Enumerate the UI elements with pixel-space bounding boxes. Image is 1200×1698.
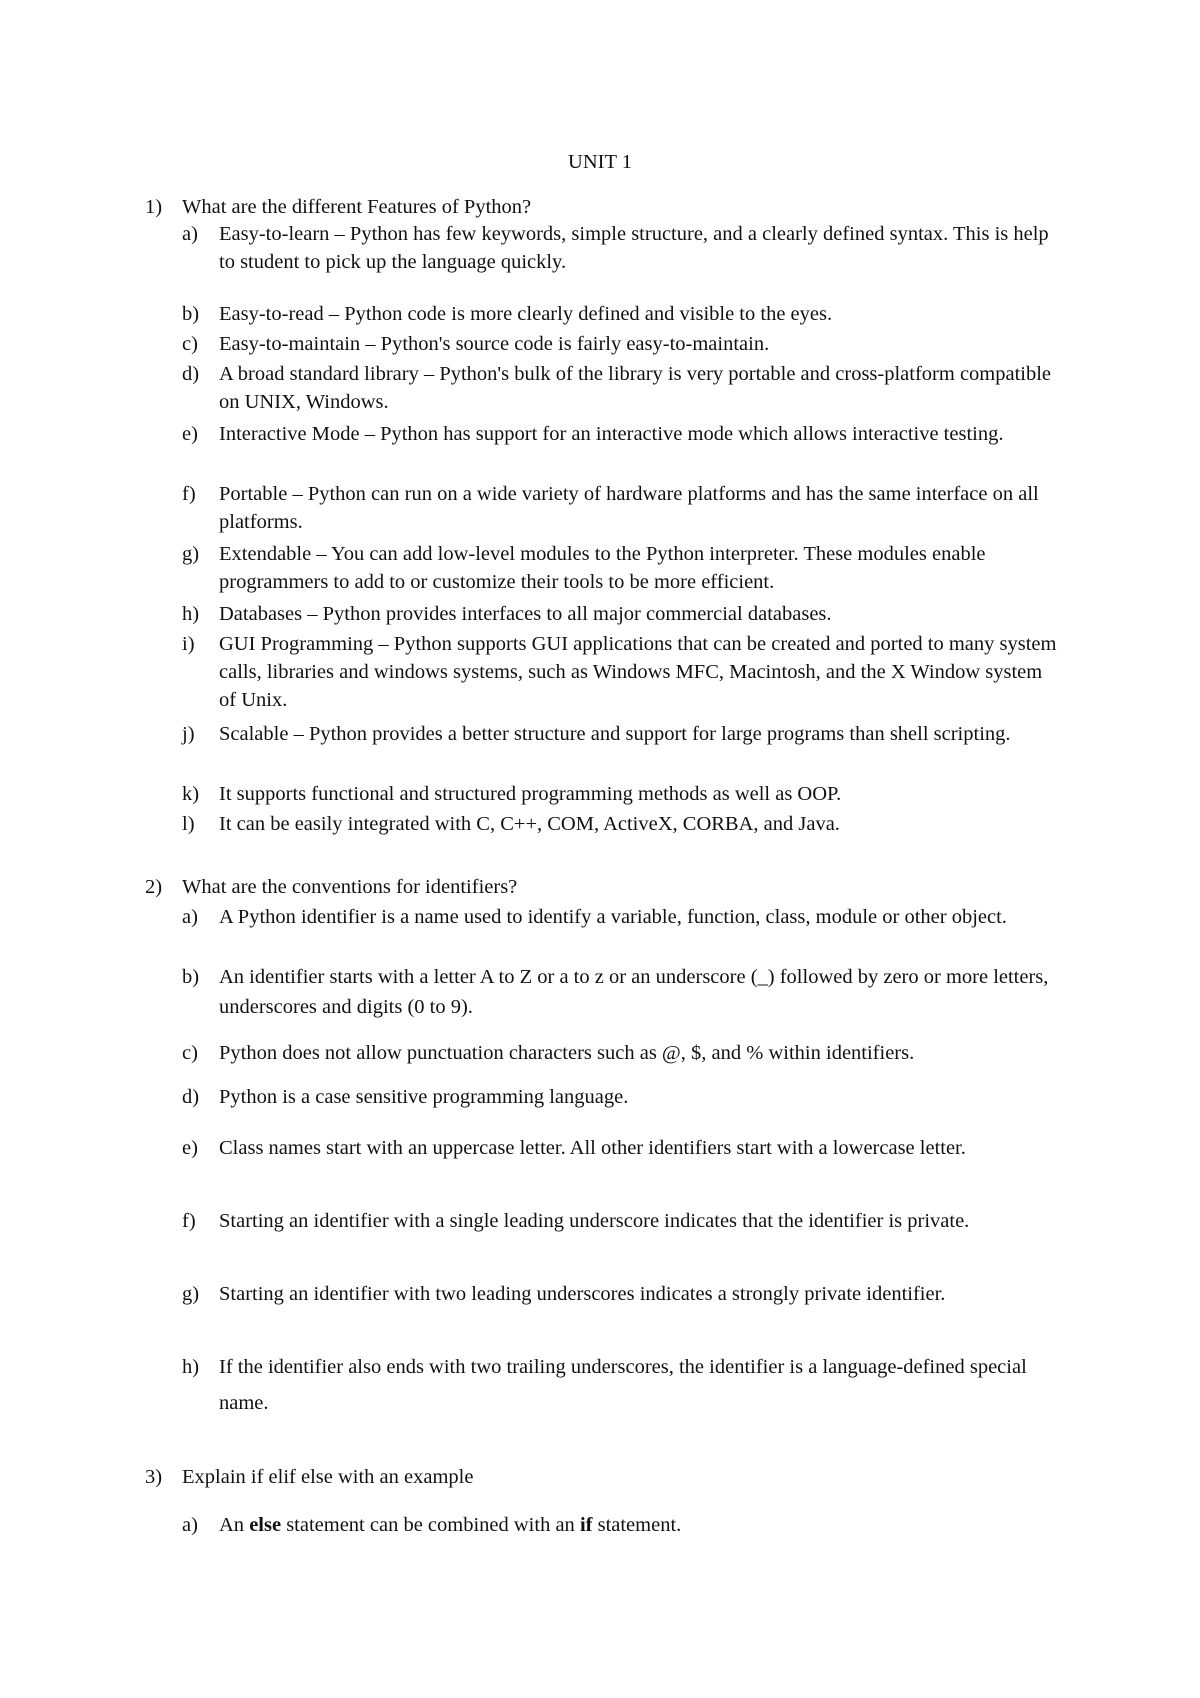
text-run: statement. — [592, 1514, 682, 1536]
list-item-text: Extendable – You can add low-level modules to the Python interpreter. These modules enable programmers to add to or customize their tools to be more efficient. — [219, 543, 986, 593]
list-item-label: h) — [182, 1356, 200, 1378]
list-item-text: Class names start with an uppercase letter. All other identifiers start with a lowercase letter. — [219, 1137, 966, 1159]
list-item-text: Starting an identifier with a single leading underscore indicates that the identifier is private. — [219, 1210, 970, 1232]
list-item-text: If the identifier also ends with two trailing underscores, the identifier is a language-defined special name. — [219, 1356, 1027, 1414]
list-item-label: c) — [182, 1042, 198, 1064]
list-item-label: f) — [182, 1210, 196, 1232]
list-item-label: b) — [182, 303, 200, 325]
list-item-label: i) — [182, 633, 195, 655]
list-item-text: GUI Programming – Python supports GUI applications that can be created and ported to many system calls, libraries and windows systems, such as Windows MFC, Macintosh, and the X Window system of Unix. — [219, 633, 1057, 711]
list-item-text: It supports functional and structured programming methods as well as OOP. — [219, 783, 842, 805]
list-item-label: a) — [182, 1514, 198, 1536]
page-title: UNIT 1 — [568, 151, 632, 173]
question-text: What are the conventions for identifiers? — [182, 876, 518, 898]
list-item-label: d) — [182, 363, 200, 385]
question-number: 2) — [145, 876, 163, 898]
list-item-text: Easy-to-read – Python code is more clearly defined and visible to the eyes. — [219, 303, 833, 325]
list-item-label: l) — [182, 813, 195, 835]
list-item-label: g) — [182, 1283, 200, 1305]
text-run: An — [219, 1514, 250, 1536]
list-item-text: An identifier starts with a letter A to Z or a to z or an underscore (_) followed by zero or more letters, underscores and digits (0 to 9). — [219, 966, 1049, 1018]
keyword-else: else — [249, 1514, 282, 1536]
list-item-label: g) — [182, 543, 200, 565]
list-item-text: Portable – Python can run on a wide variety of hardware platforms and has the same interface on all platforms. — [219, 483, 1039, 533]
list-item-label: e) — [182, 423, 198, 445]
list-item-text: Easy-to-maintain – Python's source code is fairly easy-to-maintain. — [219, 333, 770, 355]
list-item-label: k) — [182, 783, 200, 805]
list-item-label: d) — [182, 1086, 200, 1108]
list-item-text: Interactive Mode – Python has support for an interactive mode which allows interactive testing. — [219, 423, 1004, 445]
list-item-label: h) — [182, 603, 200, 625]
list-item-label: f) — [182, 483, 196, 505]
list-item-text: It can be easily integrated with C, C++, COM, ActiveX, CORBA, and Java. — [219, 813, 840, 835]
list-item-text: Python does not allow punctuation characters such as @, $, and % within identifiers. — [219, 1042, 915, 1064]
list-item-text: Easy-to-learn – Python has few keywords, simple structure, and a clearly defined syntax. This is help to student to pick up the language quickly. — [219, 223, 1049, 273]
question-text: Explain if elif else with an example — [182, 1466, 474, 1488]
list-item-text: A Python identifier is a name used to identify a variable, function, class, module or other object. — [219, 906, 1007, 928]
list-item-text: Starting an identifier with two leading underscores indicates a strongly private identifier. — [219, 1283, 946, 1305]
list-item-text: Databases – Python provides interfaces to all major commercial databases. — [219, 603, 832, 625]
question-number: 1) — [145, 196, 163, 218]
list-item-label: e) — [182, 1137, 198, 1159]
list-item-text: Python is a case sensitive programming language. — [219, 1086, 629, 1108]
question-number: 3) — [145, 1466, 163, 1488]
list-item-label: j) — [182, 723, 195, 745]
list-item-label: a) — [182, 906, 198, 928]
text-run: statement can be combined with an — [281, 1514, 580, 1536]
list-item-label: c) — [182, 333, 198, 355]
question-text: What are the different Features of Python? — [182, 196, 532, 218]
list-item-text: A broad standard library – Python's bulk of the library is very portable and cross-platform compatible on UNIX, Windows. — [219, 363, 1052, 413]
list-item-text — [219, 1510, 1062, 1540]
list-item-label: a) — [182, 223, 198, 245]
keyword-if: if — [579, 1514, 593, 1536]
list-item-text: Scalable – Python provides a better structure and support for large programs than shell scripting. — [219, 723, 1011, 745]
list-item-label: b) — [182, 966, 200, 988]
